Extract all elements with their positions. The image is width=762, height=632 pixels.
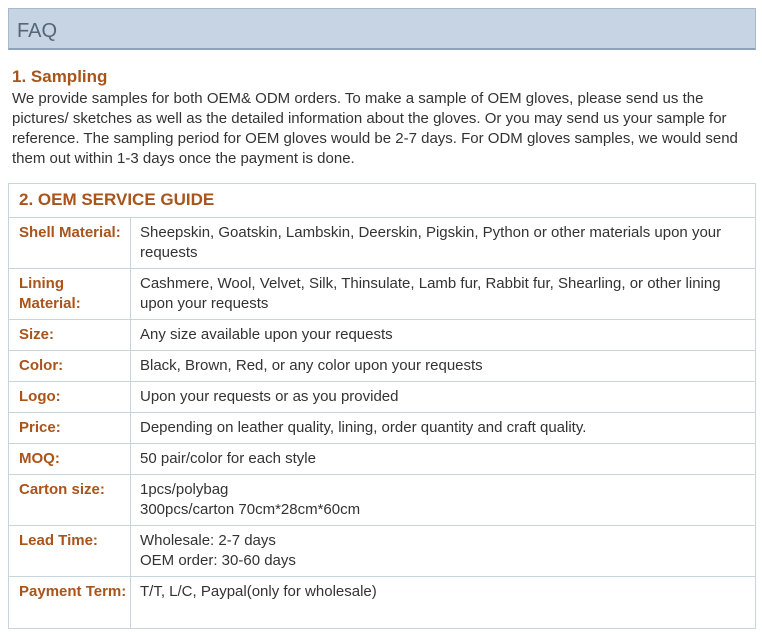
table-row	[9, 526, 755, 577]
guide-heading-row	[9, 184, 755, 218]
faq-header	[8, 8, 756, 50]
row-label: Logo:	[19, 388, 61, 405]
row-value: Upon your requests or as you provided	[140, 388, 399, 405]
row-value: 50 pair/color for each style	[140, 450, 316, 467]
table-row	[9, 218, 755, 269]
row-value: Depending on leather quality, lining, order quantity and craft quality.	[140, 419, 587, 436]
row-label: Lead Time:	[19, 532, 98, 549]
row-value: Any size available upon your requests	[140, 326, 393, 343]
row-label: Color:	[19, 357, 64, 374]
table-row	[9, 413, 755, 444]
oem-service-guide-table	[8, 183, 756, 629]
row-label-cell	[9, 351, 131, 381]
table-row	[9, 475, 755, 526]
row-label: Lining Material:	[19, 275, 81, 312]
row-value: Sheepskin, Goatskin, Lambskin, Deerskin, Pigskin, Python or other materials upon your requests	[140, 224, 722, 261]
row-label: Carton size:	[19, 481, 105, 498]
row-value: Black, Brown, Red, or any color upon your requests	[140, 357, 483, 374]
row-label: Payment Term:	[19, 583, 127, 600]
row-label-cell	[9, 526, 131, 576]
guide-heading: 2. OEM SERVICE GUIDE	[19, 190, 215, 209]
row-label-cell	[9, 444, 131, 474]
table-row	[9, 444, 755, 475]
row-value: Cashmere, Wool, Velvet, Silk, Thinsulate, Lamb fur, Rabbit fur, Shearling, or other lining upon your requests	[140, 275, 721, 312]
row-value: T/T, L/C, Paypal(only for wholesale)	[140, 583, 377, 600]
row-label-cell	[9, 475, 131, 525]
row-label-cell	[9, 269, 131, 319]
row-value: 1pcs/polybag 300pcs/carton 70cm*28cm*60cm	[140, 481, 361, 518]
table-row	[9, 351, 755, 382]
row-label-cell	[9, 218, 131, 268]
row-label: MOQ:	[19, 450, 60, 467]
row-label: Price:	[19, 419, 61, 436]
table-row	[9, 382, 755, 413]
table-row	[9, 577, 755, 628]
sampling-heading: 1. Sampling	[12, 67, 108, 86]
row-value: Wholesale: 2-7 days OEM order: 30-60 days	[140, 532, 296, 569]
row-label: Size:	[19, 326, 55, 343]
row-label-cell	[9, 577, 131, 628]
table-row	[9, 320, 755, 351]
row-label: Shell Material:	[19, 224, 121, 241]
row-label-cell	[9, 320, 131, 350]
sampling-text: We provide samples for both OEM& ODM orders. To make a sample of OEM gloves, please send us the pictures/ sketches as well as the detailed information about the gloves. Or you may send us your sample for reference. The sampling period for OEM gloves would be 2-7 days. For ODM gloves samples, we would send them out within 1-3 days once the payment is done.	[12, 90, 738, 167]
row-label-cell	[9, 413, 131, 443]
row-label-cell	[9, 382, 131, 412]
table-row	[9, 269, 755, 320]
faq-title: FAQ	[17, 20, 58, 42]
